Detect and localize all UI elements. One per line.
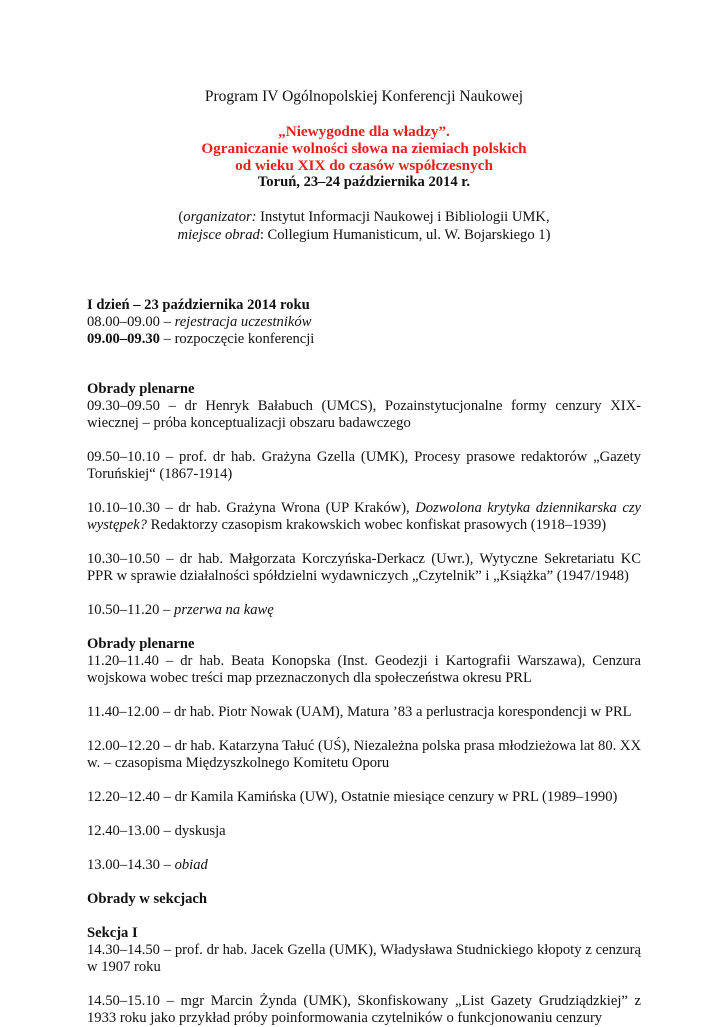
- agenda-item: 12.20–12.40 – dr Kamila Kamińska (UW), Ostatnie miesiące cenzury w PRL (1989–1990): [87, 789, 618, 805]
- agenda-item: 10.30–10.50 – dr hab. Małgorzata Korczyńska-Derkacz (Uwr.), Wytyczne Sekretariatu KC PPR w sprawie działalności spółdzielni wydawniczych „Czytelnik” i „Książka” (1947/1948): [87, 551, 641, 584]
- agenda-item: 09.50–10.10 – prof. dr hab. Grażyna Gzella (UMK), Procesy prasowe redaktorów „Gazety Toruńskiej“ (1867-1914): [87, 449, 641, 482]
- coffee-break-item: 10.50–11.20 – przerwa na kawę: [87, 602, 274, 618]
- subtitle-line-3: od wieku XIX do czasów współczesnych: [235, 157, 493, 174]
- day-1-block: [87, 297, 641, 348]
- day-heading: I dzień – 23 października 2014 roku: [87, 297, 310, 313]
- subtitle-line-2: Ograniczanie wolności słowa na ziemiach polskich: [201, 140, 527, 157]
- plenary-session-2: [87, 636, 641, 874]
- agenda-item: 11.40–12.00 – dr hab. Piotr Nowak (UAM), Matura ’83 a perlustracja korespondencji w PRL: [87, 704, 632, 720]
- agenda-item: 12.00–12.20 – dr hab. Katarzyna Tałuć (UŚ), Niezależna polska prasa młodzieżowa lat 80. XX w. – czasopisma Międzyszkolnego Komitetu Oporu: [87, 738, 641, 771]
- sections-block: [87, 891, 641, 1027]
- organizer-value: Instytut Informacji Naukowej i Bibliologii UMK,: [256, 209, 550, 225]
- session-heading: Obrady plenarne: [87, 636, 195, 652]
- organizer-label: organizator:: [183, 209, 257, 225]
- plenary-session-1: [87, 381, 641, 619]
- subtitle-line-1: „Niewygodne dla władzy”.: [278, 123, 450, 140]
- sections-heading: Obrady w sekcjach: [87, 891, 207, 907]
- conference-date-place: Toruń, 23–24 października 2014 r.: [257, 174, 471, 190]
- conference-subtitle: [87, 123, 641, 174]
- agenda-item: 14.50–15.10 – mgr Marcin Żynda (UMK), Skonfiskowany „List Gazety Grudziądzkiej” z 1933 roku jako przykład próby poinformowania czytelników o funkcjonowaniu cenzury: [87, 993, 641, 1026]
- session-heading: Obrady plenarne: [87, 381, 195, 397]
- lunch-item: 13.00–14.30 – obiad: [87, 857, 208, 873]
- document-page: [87, 0, 641, 1027]
- registration-label: rejestracja uczestników: [174, 314, 312, 330]
- agenda-item: 09.30–09.50 – dr Henryk Bałabuch (UMCS), Pozainstytucjonalne formy cenzury XIX-wiecznej – próba konceptualizacji obszaru badawczego: [87, 398, 641, 431]
- agenda-item: 12.40–13.00 – dyskusja: [87, 823, 226, 839]
- page-title: Program IV Ogólnopolskiej Konferencji Naukowej: [204, 88, 524, 105]
- agenda-item: 10.10–10.30 – dr hab. Grażyna Wrona (UP Kraków), Dozwolona krytyka dziennikarska czy występek? Redaktorzy czasopism krakowskich wobec konfiskat prasowych (1918–1939): [87, 500, 642, 533]
- opening-item: 09.00–09.30 – rozpoczęcie konferencji: [87, 331, 315, 347]
- section-1-heading: Sekcja I: [87, 925, 138, 941]
- registration-item: 08.00–09.00 – rejestracja uczestników: [87, 314, 312, 330]
- organizer-info: (organizator: Instytut Informacji Naukowej i Bibliologii UMK, miejsce obrad: Collegium Humanisticum, ul. W. Bojarskiego 1): [177, 209, 551, 243]
- agenda-item: 11.20–11.40 – dr hab. Beata Konopska (Inst. Geodezji i Kartografii Warszawa), Cenzura wojskowa wobec treści map przeznaczonych dla społeczeństwa okresu PRL: [87, 653, 641, 686]
- agenda-item: 14.30–14.50 – prof. dr hab. Jacek Gzella (UMK), Władysława Studnickiego kłopoty z cenzurą w 1907 roku: [87, 942, 641, 975]
- venue-value: : Collegium Humanisticum, ul. W. Bojarskiego 1): [259, 227, 551, 243]
- venue-label: miejsce obrad: [177, 227, 260, 243]
